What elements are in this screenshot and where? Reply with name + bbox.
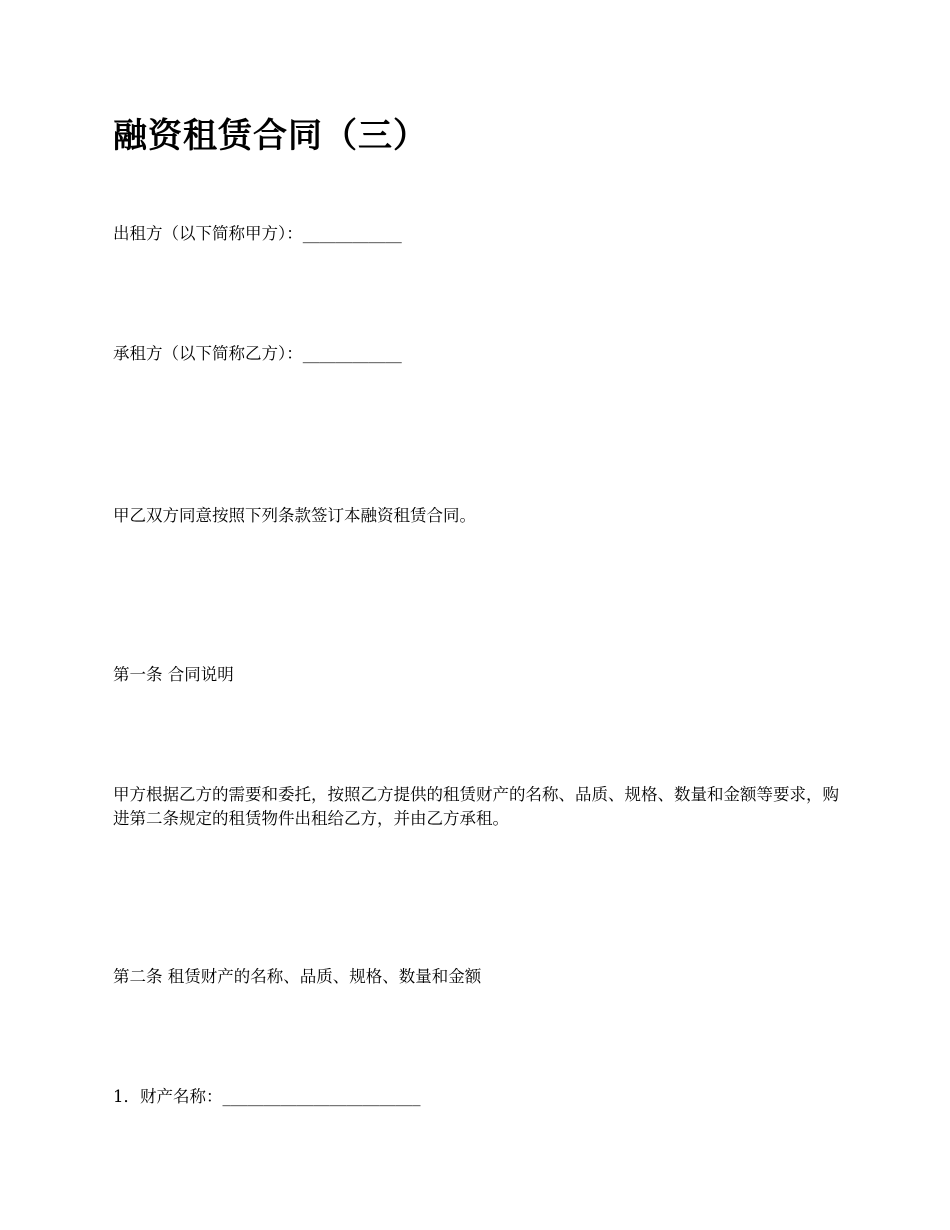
- item-1-property-name: 1．财产名称：________________________: [113, 1087, 421, 1106]
- agreement-statement: 甲乙双方同意按照下列条款签订本融资租赁合同。: [113, 506, 476, 525]
- article-2-heading: 第二条 租赁财产的名称、品质、规格、数量和金额: [113, 967, 482, 986]
- article-1-body: 甲方根据乙方的需要和委托，按照乙方提供的租赁财产的名称、品质、规格、数量和金额等要求，购进第二条规定的租赁物件出租给乙方，并由乙方承租。: [113, 785, 839, 828]
- lessee-line: 承租方（以下简称乙方）：____________: [113, 344, 402, 363]
- lessor-line: 出租方（以下简称甲方）：____________: [113, 224, 402, 243]
- article-1-heading: 第一条 合同说明: [113, 665, 234, 684]
- document-title: 融资租赁合同（三）: [113, 116, 428, 156]
